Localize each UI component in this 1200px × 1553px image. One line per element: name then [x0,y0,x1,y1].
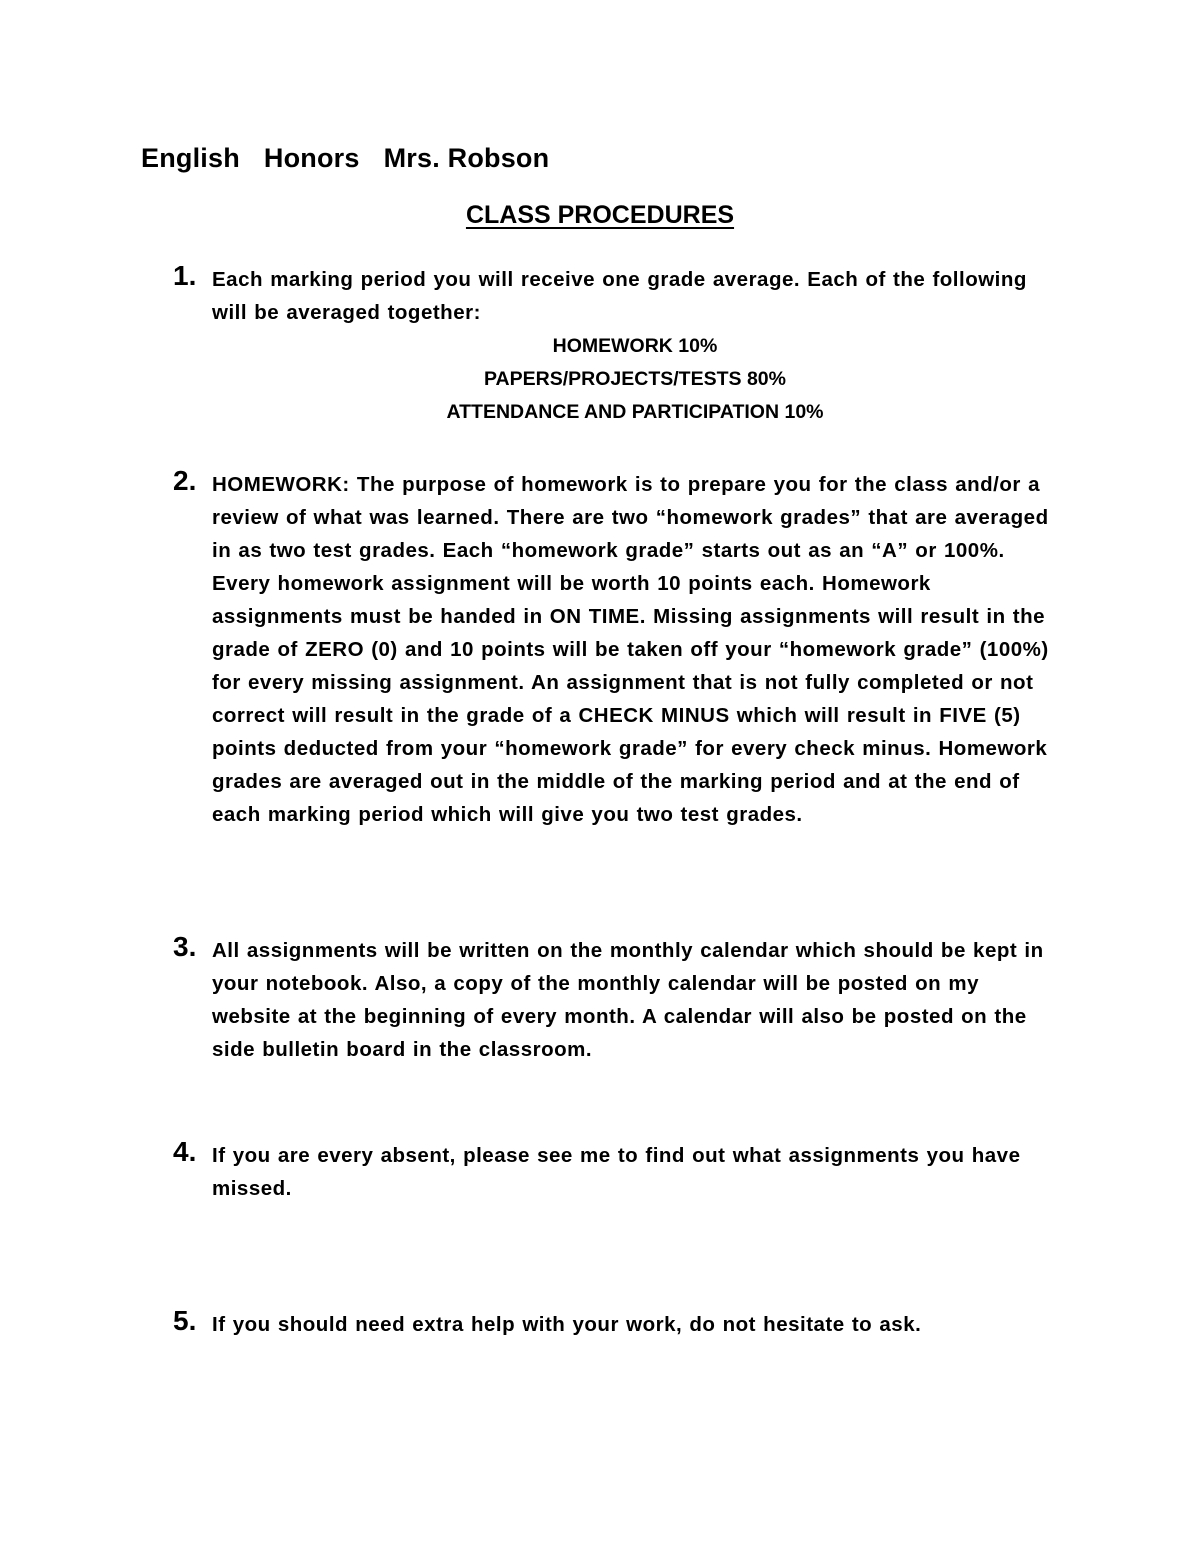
item-text: If you should need extra help with your work, do not hesitate to ask. [212,1313,922,1336]
item-text: HOMEWORK: The purpose of homework is to prepare you for the class and/or a review of what was learned. There are two “homework grades” that are averaged in as two test grades. Each “homework grade” starts out as an “A” or 100%. Every homework assignment will be worth 10 points each. Homework assignments must be handed in ON TIME. Missing assignments will result in the grade of ZERO (0) and 10 points will be taken off your “homework grade” (100%) for every missing assignment. An assignment that is not fully completed or not correct will result in the grade of a CHECK MINUS which will result in FIVE (5) points deducted from your “homework grade” for every check minus. Homework grades are averaged out in the middle of the marking period and at the end of each marking period which will give you two test grades. [212,473,1049,826]
list-item-3 [173,931,1073,1066]
header-teacher: Mrs. Robson [383,143,550,173]
list-item-1 [173,260,1073,329]
document-header [141,143,573,174]
item-number: 1. [173,260,197,291]
header-subject: English [141,143,240,173]
page-title: CLASS PROCEDURES [465,201,735,229]
grade-line-papers: PAPERS/PROJECTS/TESTS 80% [484,368,786,390]
item-text: Each marking period you will receive one grade average. Each of the following will be averaged together: [212,268,1027,324]
list-item-5 [173,1305,1073,1341]
list-item-2 [173,465,1073,831]
item-number: 2. [173,465,197,496]
grade-line-attendance: ATTENDANCE AND PARTICIPATION 10% [446,401,824,423]
list-item-4 [173,1136,1073,1205]
item-text: All assignments will be written on the monthly calendar which should be kept in your notebook. Also, a copy of the monthly calendar will be posted on my website at the beginning of every month. A calendar will also be posted on the side bulletin board in the classroom. [212,939,1044,1061]
grade-breakdown [0,330,1200,429]
item-number: 3. [173,931,197,962]
item-text: If you are every absent, please see me to find out what assignments you have missed. [212,1144,1021,1200]
item-number: 5. [173,1305,197,1336]
header-level: Honors [263,143,360,173]
item-number: 4. [173,1136,197,1167]
grade-line-homework: HOMEWORK 10% [552,335,718,357]
